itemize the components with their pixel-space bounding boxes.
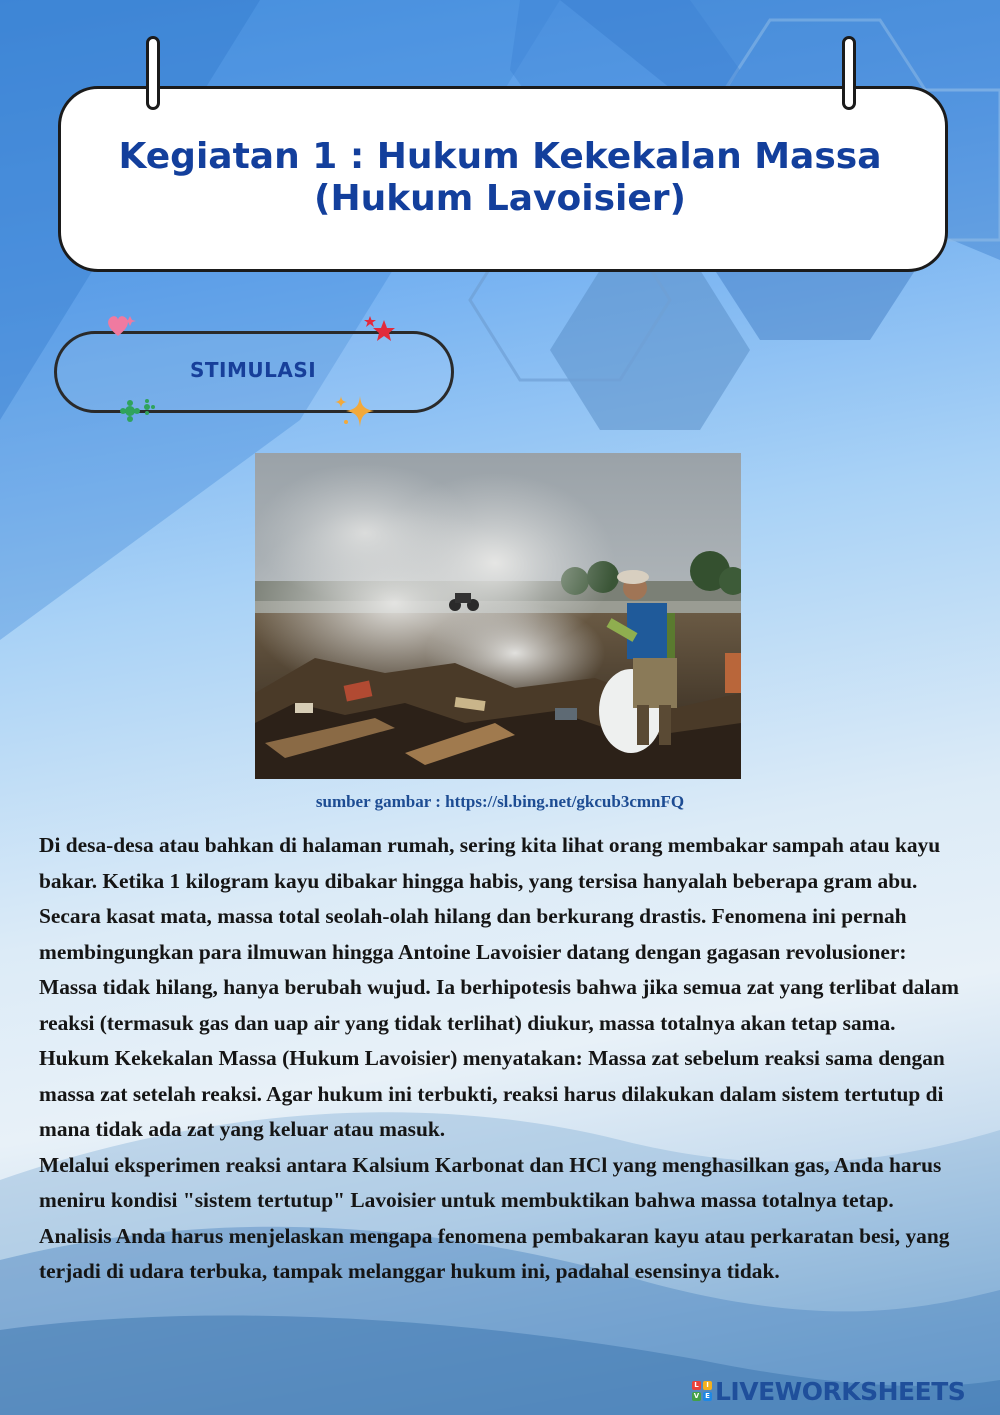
logo-letter: V — [693, 1392, 700, 1400]
paragraph: Melalui eksperimen reaksi antara Kalsium Karbonat dan HCl yang menghasilkan gas, Anda harus meniru kondisi "sistem tertutup" Lavoisier untuk membuktikan bahwa massa totalnya tetap. Analisis Anda harus menjelaskan mengapa fenomena pembakaran kayu atau perkaratan besi, yang terjadi di udara terbuka, tampak melanggar hukum ini, padahal esensinya tidak. — [39, 1152, 950, 1283]
stimulus-text — [39, 828, 964, 1290]
page-title — [0, 136, 1000, 220]
hanger-pin-left — [146, 36, 160, 110]
logo-letter: E — [703, 1392, 712, 1401]
title-line-2: (Hukum Lavoisier) — [314, 178, 686, 219]
flower-icon — [120, 398, 156, 424]
logo-letter: L — [692, 1381, 701, 1390]
logo-text: LIVEWORKSHEETS — [715, 1376, 966, 1406]
logo-letter: I — [703, 1381, 712, 1390]
stars-icon — [362, 314, 398, 342]
image-caption: sumber gambar : https://sl.bing.net/gkcub3cmnFQ — [315, 792, 685, 811]
paragraph: Di desa-desa atau bahkan di halaman rumah, sering kita lihat orang membakar sampah atau kayu bakar. Ketika 1 kilogram kayu dibakar hingga habis, yang tersisa hanyalah beberapa gram abu. Secara kasat mata, massa total seolah-olah hilang dan berkurang drastis. Fenomena ini pernah membingungkan para ilmuwan hingga Antoine Lavoisier datang dengan gagasan revolusioner: Massa tidak hilang, hanya berubah wujud. Ia berhipotesis bahwa jika semua zat yang terlibat dalam reaksi (termasuk gas dan uap air yang tidak terlihat) diukur, massa totalnya akan tetap sama. Hukum Kekekalan Massa (Hukum Lavoisier) menyatakan: Massa zat sebelum reaksi sama dengan massa zat setelah reaksi. Agar hukum ini terbukti, reaksi harus dilakukan dalam sistem tertutup di mana tidak ada zat yang keluar atau masuk. — [39, 833, 959, 1141]
title-line-1: Kegiatan 1 : Hukum Kekekalan Massa — [118, 136, 882, 177]
logo-mark-icon — [692, 1381, 712, 1401]
hanger-pin-right — [842, 36, 856, 110]
liveworksheets-logo[interactable] — [692, 1374, 965, 1408]
section-label: STIMULASI — [190, 358, 317, 382]
burning-trash-photo — [255, 453, 741, 779]
heart-icon — [106, 312, 140, 338]
sparkle-icon — [332, 394, 378, 430]
